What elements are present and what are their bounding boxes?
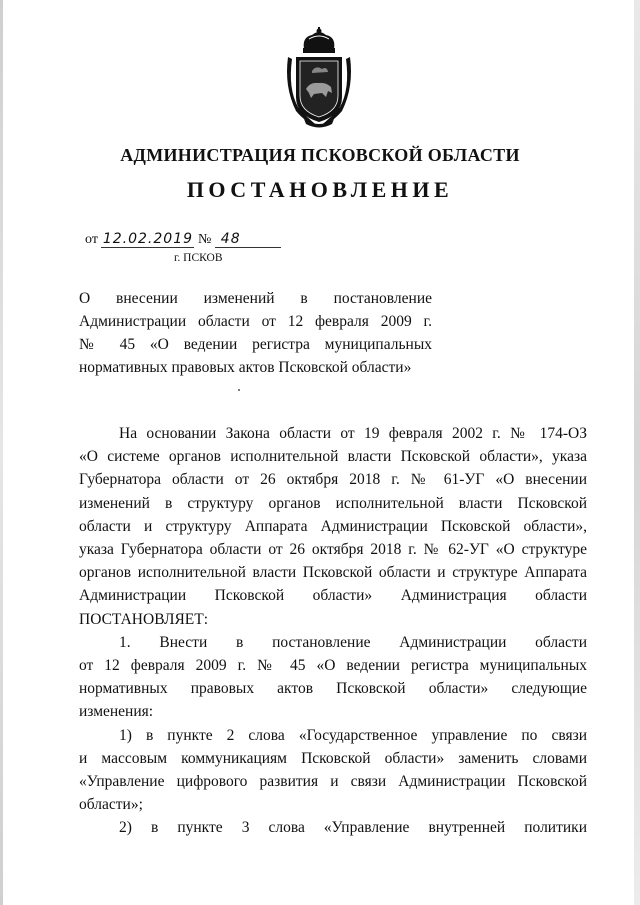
document-type-title: ПОСТАНОВЛЕНИЕ [186, 177, 454, 202]
body-line: Администрации Псковской области» Администрация области [79, 587, 587, 605]
scan-edge-left [0, 0, 3, 905]
subject-line: О внесении изменений в постановление [79, 290, 432, 307]
body-line: Губернатора области от 26 октября 2018 г. № 61-УГ «О внесении [79, 471, 587, 489]
body-line: и массовым коммуникациям Псковской области» заменить словами [79, 749, 587, 767]
body-line: от 12 февраля 2009 г. № 45 «О ведении регистра муниципальных [79, 657, 587, 675]
body-line: области»; [79, 796, 143, 814]
pskov-coat-of-arms-icon [282, 27, 356, 130]
scan-speck [238, 389, 240, 391]
body-line: изменений в структуру органов исполнительной власти Псковской [79, 494, 587, 512]
body-line: 1) в пункте 2 слова «Государственное управление по связи [119, 726, 587, 744]
handwritten-number: 48 [215, 231, 281, 248]
number-prefix: № [197, 232, 212, 247]
body-line: «Управление цифрового развития и связи Администрации Псковской [79, 773, 587, 791]
body-line: изменения: [79, 703, 154, 721]
organization-title: АДМИНИСТРАЦИЯ ПСКОВСКОЙ ОБЛАСТИ [120, 145, 520, 165]
subject-line: нормативных правовых актов Псковской области» [79, 359, 412, 376]
subject-line: № 45 «О ведении регистра муниципальных [79, 336, 432, 353]
body-line: области и структуру Аппарата Администрации Псковской области», [79, 517, 587, 535]
body-line: 1. Внести в постановление Администрации области [119, 633, 587, 651]
document-subject [79, 287, 432, 379]
body-line: указа Губернатора области от 26 октября 2018 г. № 62-УГ «О структуре [79, 541, 587, 559]
body-line: На основании Закона области от 19 февраля 2002 г. № 174-ОЗ [119, 425, 587, 442]
handwritten-date: 12.02.2019 [102, 231, 194, 247]
body-line: «О системе органов исполнительной власти Псковской области», указа [79, 448, 587, 466]
body-line: ПОСТАНОВЛЯЕТ: [79, 610, 209, 628]
document-body [79, 422, 587, 840]
body-line: органов исполнительной власти Псковской области и структуре Аппарата [79, 564, 587, 582]
date-number-line [85, 231, 281, 248]
body-line: нормативных правовых актов Псковской области» следующие [79, 680, 587, 698]
city-label: г. ПСКОВ [174, 252, 223, 264]
date-prefix: от [85, 232, 98, 247]
subject-line: Администрации области от 12 февраля 2009 г. [79, 313, 432, 330]
body-line: 2) в пункте 3 слова «Управление внутренней политики [119, 819, 587, 837]
scan-edge-right [634, 0, 640, 905]
